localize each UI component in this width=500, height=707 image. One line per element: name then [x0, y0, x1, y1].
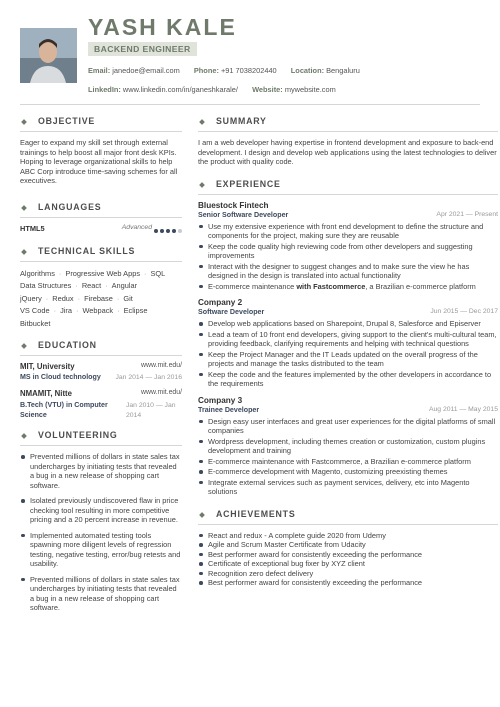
degree-name: B.Tech (VTU) in Computer Science [20, 401, 108, 419]
school-name: MIT, University [20, 362, 75, 371]
skill-item: SQL [150, 268, 166, 278]
experience-item [198, 201, 498, 292]
skill-item: Progressive Web Apps [65, 268, 141, 278]
rating-dot [160, 229, 164, 233]
section-marker-icon [199, 119, 205, 125]
job-title: Software Developer [198, 308, 265, 317]
list-item: Best performer award for consistently exceeding the performance [198, 578, 498, 588]
company-name: Company 2 [198, 298, 243, 308]
school-website[interactable]: www.mit.edu/ [141, 389, 182, 396]
skill-item: Data Structures [20, 281, 72, 291]
list-item: Wordpress development, including themes creation or customization, custom plugins development and training [198, 437, 498, 456]
list-item: Design easy user interfaces and great user experiences for the digital platforms of small companies [198, 417, 498, 436]
avatar [20, 28, 77, 83]
section-marker-icon [21, 249, 27, 255]
education-item [20, 362, 182, 381]
list-item: Integrate external services such as payment services, delivery, etc into Magento solutions [198, 478, 498, 497]
website-link[interactable]: mywebsite.com [284, 85, 336, 94]
language-rating [152, 226, 182, 235]
role-badge: BACKEND ENGINEER [88, 42, 197, 56]
company-name: Bluestock Fintech [198, 200, 269, 210]
education-item [20, 389, 182, 420]
email-label: Email: [88, 66, 111, 75]
phone-label: Phone: [193, 66, 219, 75]
volunteering-heading: VOLUNTEERING [20, 428, 182, 446]
language-name: HTML5 [20, 223, 45, 233]
rating-dot-empty [178, 229, 182, 233]
skill-item: VS Code [20, 306, 50, 316]
company-name: Company 3 [198, 395, 243, 405]
rating-dot [154, 229, 158, 233]
skill-item: Firebase [84, 293, 113, 303]
linkedin-label: LinkedIn: [88, 85, 121, 94]
list-item: Agile and Scrum Master Certificate from Udacity [198, 540, 498, 550]
contact-row-1 [88, 66, 360, 75]
skill-item: Webpack [82, 306, 114, 316]
objective-heading: OBJECTIVE [20, 114, 182, 132]
skill-item: Algorithms [20, 268, 55, 278]
list-item: Use my extensive experience with front end development to define the structure and components for the project, making sure they are reusable [198, 222, 498, 241]
list-item: Recognition zero defect delivery [198, 569, 498, 579]
job-dates: Aug 2011 — May 2015 [428, 405, 498, 413]
rating-dot [166, 229, 170, 233]
website-label: Website: [252, 85, 283, 94]
candidate-name: YASH KALE [88, 14, 237, 40]
languages-heading: LANGUAGES [20, 200, 182, 218]
list-item: Keep the Project Manager and the IT Leads updated on the overall progress of the projects and manage the tasks distributed to the team [198, 350, 498, 369]
list-item: E-commerce maintenance with Fastcommerce, a Brazilian e-commerce platform [198, 457, 498, 467]
skill-item: Angular [111, 281, 138, 291]
location-value: Bengaluru [326, 66, 360, 75]
resume-header [0, 0, 500, 106]
email-value[interactable]: janedoe@email.com [112, 66, 180, 75]
section-marker-icon [199, 512, 205, 518]
skill-item: Eclipse [123, 306, 148, 316]
list-item: E-commerce maintenance with Fastcommerce, a Brazilian e-commerce platform [198, 282, 498, 292]
left-column [20, 110, 182, 619]
list-item: React and redux - A complete guide 2020 from Udemy [198, 531, 498, 541]
section-marker-icon [199, 182, 205, 188]
education-dates: Jan 2014 — Jan 2016 [115, 374, 182, 381]
section-marker-icon [21, 343, 27, 349]
list-item: Develop web applications based on Sharepoint, Drupal 8, Salesforce and Episerver [198, 319, 498, 329]
summary-text: I am a web developer having expertise in frontend development and exposure to back-end development. I design and develop web applications using the latest technologies to deliver the product with quality code. [198, 138, 497, 167]
linkedin-link[interactable]: www.linkedin.com/in/ganeshkarale/ [122, 85, 238, 94]
skills-list: Algorithms · Progressive Web Apps · SQL Data Structures · React · Angular jQuery · Redux · Firebase · Git VS Code · Jira · Webpack · Eclipse Bitbucket [20, 268, 166, 328]
achievements-list [198, 531, 498, 588]
education-heading: EDUCATION [20, 338, 182, 356]
achievements-heading: ACHIEVEMENTS [198, 507, 498, 525]
section-marker-icon [21, 433, 27, 439]
profile-photo [20, 28, 77, 83]
location-label: Location: [290, 66, 325, 75]
list-item: Lead a team of 10 front end developers, giving support to the client's multi-cultural team, providing feedback, clarifying requirements and helping with technical questions [198, 330, 498, 349]
objective-text: Eager to expand my skill set through external trainings to help boost all major front desk KPIs. Hoping to leverage organizational skills to help ABC Corp introduce time-saving schemes for all executives. [20, 138, 178, 186]
right-column [198, 110, 498, 588]
skill-item: Redux [52, 293, 74, 303]
list-item: E-commerce development with Magento, customizing preexisting themes [198, 467, 498, 477]
list-item: Prevented millions of dollars in state sales tax undercharges by initiating tests that revealed a bug in a new release of shopping cart software. [20, 575, 182, 613]
list-item: Isolated previously undiscovered flaw in price checking tool resulting in more competitive pricing and a 20 percent increase in revenue. [20, 496, 182, 525]
contact-row-2 [88, 85, 336, 94]
list-item: Certificate of exceptional bug fixer by XYZ client [198, 559, 498, 569]
experience-item [198, 298, 498, 389]
volunteering-list [20, 452, 182, 613]
list-item: Best performer award for consistently exceeding the performance [198, 550, 498, 560]
language-item [20, 224, 182, 236]
school-website[interactable]: www.mit.edu/ [141, 362, 182, 369]
job-title: Senior Software Developer [198, 210, 289, 219]
summary-heading: SUMMARY [198, 114, 498, 132]
header-divider [20, 104, 480, 105]
rating-dot [172, 229, 176, 233]
skill-item: Git [123, 293, 133, 303]
degree-name: MS in Cloud technology [20, 373, 101, 381]
job-dates: Jun 2015 — Dec 2017 [430, 308, 498, 316]
skill-item: jQuery [20, 293, 42, 303]
skills-heading: TECHNICAL SKILLS [20, 244, 182, 262]
job-title: Trainee Developer [198, 405, 260, 414]
phone-value: +91 7038202440 [220, 66, 277, 75]
skill-item: React [81, 281, 102, 291]
list-item: Keep the code quality high reviewing code from other developers and suggesting improvements [198, 242, 498, 261]
experience-heading: EXPERIENCE [198, 177, 498, 195]
skill-item: Jira [60, 306, 72, 316]
education-dates: Jan 2010 — Jan 2014 [126, 402, 176, 419]
skill-item: Bitbucket [20, 318, 51, 328]
school-name: NMAMIT, Nitte [20, 389, 72, 398]
section-marker-icon [21, 205, 27, 211]
list-item: Interact with the designer to suggest changes and to make sure the view he has designed in the design is translated into actual functionality [198, 262, 498, 281]
list-item: Implemented automated testing tools spawning more diligent levels of regression testing, negative testing, error/bug retests and usability. [20, 531, 182, 569]
job-dates: Apr 2021 — Present [436, 210, 498, 218]
language-level: Advanced [121, 223, 152, 231]
list-item: Prevented millions of dollars in state sales tax undercharges by initiating tests that revealed a bug in a new release of shopping cart software. [20, 452, 182, 490]
section-marker-icon [21, 119, 27, 125]
list-item: Keep the code and the features implemented by the other developers in accordance to the requirements [198, 370, 498, 389]
experience-item [198, 396, 498, 497]
